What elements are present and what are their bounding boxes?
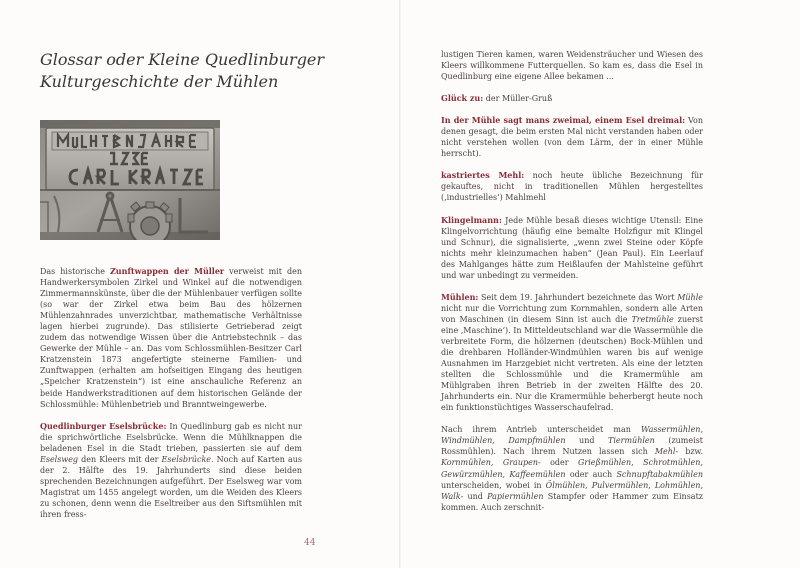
- plaque-photo: [40, 120, 220, 240]
- glossary-term: Klingelmann:: [441, 214, 502, 225]
- text-run: Von denen gesagt, die beim ersten Mal nicht verstanden haben oder nicht verstehen wollen (von dem Lärm, der in einer Mühle herrscht).: [441, 116, 703, 159]
- italic-term: Mehl-: [654, 447, 679, 457]
- paragraph-muehle-sagt: [441, 115, 703, 159]
- text-run: und: [463, 491, 488, 501]
- text-run: zuerst eine ‚Maschine‘). In Mitteldeutschland war die Wassermühle die verbreitete Form, die hölzernen (deutschen) Bock-Mühlen und die drehbaren Holländer-Windmühlen waren bis auf wenige Ausnahmen im Harzgebiet nicht vertreten. Als eine der letzten stellten die Schlossmühle und die Kramermühle am Mühlgraben ihren Betrieb in der zweiten Hälfte des 20. Jahrhunderts ein. Nur die Kramermühle beherbergt heute noch ein funktionstüchtiges Wasserschaufelrad.: [441, 314, 703, 413]
- paragraph-kastriertes-mehl: [441, 170, 703, 203]
- text-run: Jede Mühle besaß dieses wichtige Utensil: Eine Klingelvorrichtung (häufig eine bemalte Holzfigur mit Klingel und Schnur), die signalisierte, „wenn zwei Steine oder Köpfe nichts mehr kleinzumachen haben“ (Jean Paul). Ein Leerlauf des Mahlganges hätte zum Heißlaufen der Mahlsteine geführt und war unbedingt zu vermeiden.: [441, 215, 703, 280]
- plaque-relief-illustration: [40, 120, 220, 240]
- page-title: [40, 49, 325, 93]
- italic-term: Tretmühle: [631, 314, 674, 324]
- text-run: nicht nur die Vorrichtung zum Kornmahlen, sondern alle Arten von Maschinen (in diesem Sinn ist auch die: [441, 303, 703, 324]
- italic-term: Eselsweg: [40, 454, 79, 464]
- title-line-2: Kulturgeschichte der Mühlen: [40, 72, 279, 91]
- text-run: oder: [540, 458, 578, 468]
- italic-term: Tiermühlen: [608, 436, 655, 446]
- text-run: bzw.: [678, 447, 703, 457]
- italic-term: Kornmühlen, Graupen-: [441, 458, 541, 468]
- text-run: (zumeist Rossmühlen). Nach ihrem Nutzen lassen sich: [441, 436, 704, 457]
- text-run: der Müller-Gruß: [483, 94, 553, 104]
- text-run: In Quedlinburg gab es nicht nur die sprichwörtliche Eselsbrücke. Wenn die Mühlknappen die beladenen Esel in die Stadt trieben, passierten sie auf dem: [40, 421, 302, 453]
- glossary-term: kastriertes Mehl:: [441, 170, 525, 181]
- paragraph-glueck-zu: [441, 93, 703, 104]
- italic-term: Eselsbrücke: [161, 454, 212, 464]
- paragraph-eselsbruecke: [40, 421, 302, 520]
- text-run: und: [565, 436, 608, 446]
- text-run: den Kleers mit der: [78, 454, 162, 464]
- italic-term: Papiermühlen: [487, 491, 544, 501]
- paragraph-muehlen: [441, 292, 703, 414]
- italic-term: Grießmühlen, Schrotmühlen, Gewürzmühlen, Kaffeemühlen: [441, 458, 703, 479]
- gear-relief-icon: [128, 202, 172, 240]
- text-run: Stampfer oder Hammer zum Einsatz kommen. Auch zerschnit-: [441, 491, 703, 512]
- text-run: noch heute übliche Bezeichnung für gekauftes, nicht in traditionellen Mühlen hergestelltes (‚industrielles‘) Mahlmehl: [441, 171, 703, 203]
- paragraph-muehlenarten: [441, 424, 703, 512]
- text-run: unterscheiden, wobei in: [441, 480, 546, 490]
- text-run: verweist mit den Handwerkersymbolen Zirkel und Winkel auf die notwendigen Zimmermannskünste, über die der Mühlenbauer verfügen sollte (so war der Zirkel etwa beim Bau des hölzernen Mühlenzahnrades unverzichtbar, mathematische Verhältnisse lagen hierbei zugrunde). Das stilisierte Getrieberad zeigt zudem das notwendige Wissen über die Antriebstechnik – das Gewerke der Mühle – an. Das vom Schlossmühlen-Besitzer Carl Kratzenstein 1873 angefertigte steinerne Familien- und Zunftwappen (erhalten am hofseitigen Eingang des heutigen „Speicher Kratzenstein“) ist eine anschauliche Referenz an beide Handwerkstraditionen auf dem historischen Gelände der Schlossmühle: Mühlenbetrieb und Branntweingewerbe.: [40, 267, 303, 409]
- glossary-term: In der Mühle sagt mans zweimal, einem Esel dreimal:: [441, 115, 686, 126]
- paragraph-zunftwappen: [40, 266, 302, 410]
- text-run: Nach ihrem Antrieb unterscheidet man: [441, 425, 642, 435]
- paragraph-klingelmann: [441, 215, 703, 281]
- text-run: Seit dem 19. Jahrhundert bezeichnete das Wort: [478, 292, 678, 302]
- glossary-term: Mühlen:: [441, 291, 479, 302]
- right-column: [441, 49, 703, 513]
- italic-term: Mühle: [677, 292, 703, 302]
- italic-term: Schnupftabakmühlen: [616, 469, 703, 479]
- italic-term: Ölmühlen, Pulvermühlen, Lohmühlen, Walk-: [441, 480, 703, 501]
- left-column: [40, 266, 302, 520]
- text-run: . Noch auf Karten aus der 2. Hälfte des 19. Jahrhunderts sind diese beiden sprechenden Bezeichnungen aufgeführt. Der Eselsweg war vom Magistrat um 1455 angelegt worden, um die Weiden des Kleers zu schonen, denn wenn die Eseltreiber aus den Siftsmühlen mit ihren fress-: [40, 454, 302, 519]
- glossary-term: Zunftwappen der Müller: [109, 266, 225, 276]
- glossary-term: Quedlinburger Eselsbrücke:: [40, 420, 167, 431]
- glossary-term: Glück zu:: [441, 93, 484, 104]
- text-run: oder auch: [565, 469, 617, 479]
- paragraph-continuation: lustigen Tieren kamen, waren Weidensträucher und Wiesen des Kleers willkommene Futterquellen. So kam es, dass die Esel in Quedlinburg eine eigene Allee bekamen ...: [441, 50, 703, 82]
- title-line-1: Glossar oder Kleine Quedlinburger: [40, 50, 325, 69]
- page-number: 44: [304, 538, 316, 548]
- italic-term: Wassermühlen, Windmühlen, Dampfmühlen: [441, 425, 703, 446]
- text-run: Das historische: [40, 267, 110, 276]
